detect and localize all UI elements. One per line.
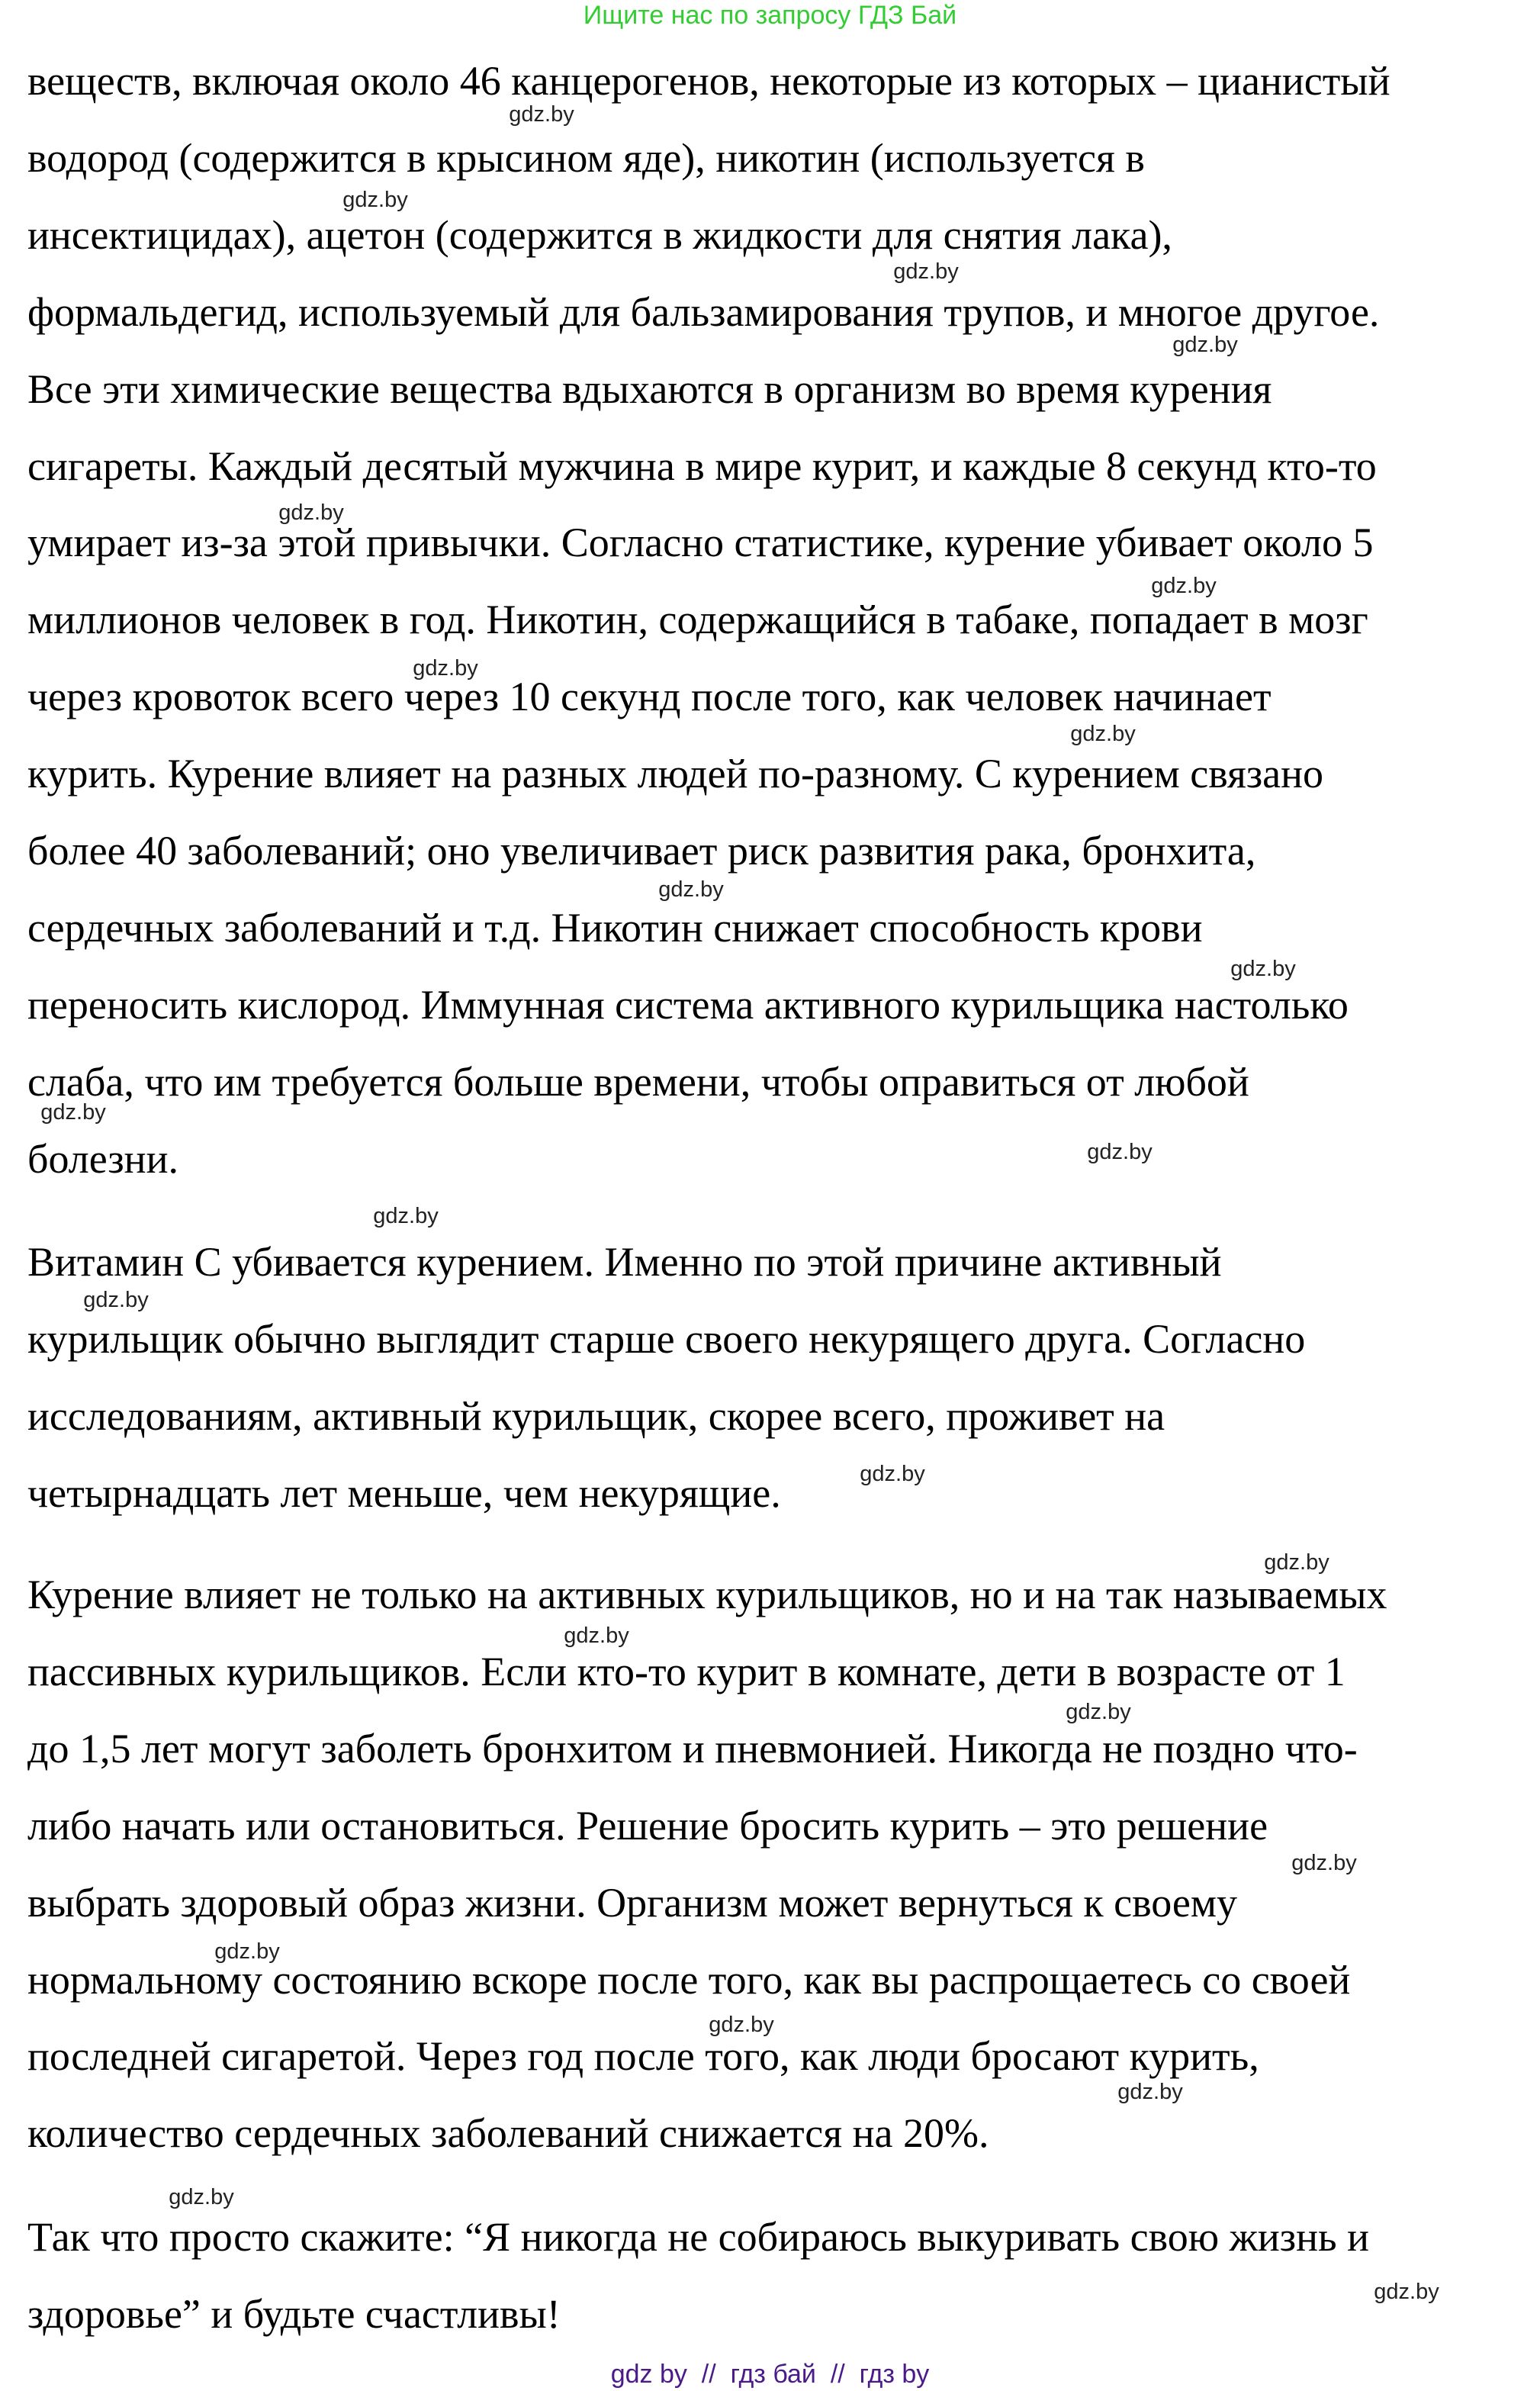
watermark-text: gdz.by <box>564 1623 629 1648</box>
text-line: Так что просто скажите: “Я никогда не собираюсь выкуривать свою жизнь и <box>27 2214 1370 2260</box>
text-line: исследованиям, активный курильщик, скорее всего, проживет на <box>27 1392 1165 1439</box>
watermark-text: gdz.by <box>1117 2080 1183 2104</box>
text-line: Курение влияет не только на активных курильщиков, но и на так называемых <box>27 1572 1387 1617</box>
watermark-text: gdz.by <box>658 877 724 902</box>
text-line: нормальному состоянию вскоре после того, как вы распрощаетесь со своей <box>27 1956 1351 2003</box>
text-line: четырнадцать лет меньше, чем некурящие. <box>27 1469 781 1516</box>
text-line: Витамин С убивается курением. Именно по этой причине активный <box>27 1239 1222 1285</box>
text-line: водород (содержится в крысином яде), никотин (используется в <box>27 134 1145 181</box>
watermark-text: gdz.by <box>860 1462 925 1486</box>
watermark-text: gdz.by <box>1070 722 1136 746</box>
text-line: до 1,5 лет могут заболеть бронхитом и пневмонией. Никогда не поздно что- <box>27 1725 1358 1772</box>
watermark-text: gdz.by <box>1066 1700 1131 1724</box>
watermark-text: gdz.by <box>1087 1140 1153 1164</box>
text-line: миллионов человек в год. Никотин, содержащийся в табаке, попадает в мозг <box>27 597 1368 643</box>
text-line: курильщик обычно выглядит старше своего некурящего друга. Согласно <box>27 1315 1306 1362</box>
text-line: сигареты. Каждый десятый мужчина в мире курит, и каждые 8 секунд кто-то <box>27 442 1377 489</box>
watermark-text: gdz.by <box>83 1288 149 1312</box>
text-line: здоровье” и будьте счастливы! <box>27 2290 561 2337</box>
watermark-text: gdz.by <box>1374 2280 1439 2304</box>
watermark-text: gdz.by <box>214 1939 280 1964</box>
watermark-text: gdz.by <box>1172 333 1238 357</box>
watermark-text: gdz.by <box>40 1100 106 1125</box>
watermark-text: gdz.by <box>342 188 408 212</box>
watermark-text: gdz.by <box>373 1204 439 1228</box>
watermark-text: gdz.by <box>709 2013 774 2037</box>
text-line: курить. Курение влияет на разных людей по-разному. С курением связано <box>27 751 1324 797</box>
watermark-text: gdz.by <box>1151 574 1217 598</box>
text-line: веществ, включая около 46 канцерогенов, некоторые из которых – цианистый <box>27 58 1391 104</box>
watermark-text: gdz.by <box>169 2185 234 2209</box>
header-banner: Ищите нас по запросу ГДЗ Бай <box>583 1 957 30</box>
watermark-text: gdz.by <box>278 500 344 525</box>
text-line: выбрать здоровый образ жизни. Организм может вернуться к своему <box>27 1879 1238 1926</box>
watermark-text: gdz.by <box>509 102 574 127</box>
watermark-text: gdz.by <box>1291 1851 1357 1875</box>
text-line: количество сердечных заболеваний снижается на 20%. <box>27 2110 989 2157</box>
text-line: умирает из-за этой привычки. Согласно статистике, курение убивает около 5 <box>27 520 1374 566</box>
footer-banner: gdz by // гдз бай // гдз by <box>610 2360 930 2389</box>
text-line: слаба, что им требуется больше времени, чтобы оправиться от любой <box>27 1058 1249 1105</box>
text-line: последней сигаретой. Через год после того, как люди бросают курить, <box>27 2033 1259 2080</box>
text-line: формальдегид, используемый для бальзамирования трупов, и многое другое. <box>27 288 1380 335</box>
text-line: инсектицидах), ацетон (содержится в жидкости для снятия лака), <box>27 211 1172 258</box>
text-line: сердечных заболеваний и т.д. Никотин снижает способность крови <box>27 904 1203 951</box>
text-line: через кровоток всего через 10 секунд после того, как человек начинает <box>27 674 1272 720</box>
watermark-text: gdz.by <box>1230 957 1296 981</box>
text-line: переносить кислород. Иммунная система активного курильщика настолько <box>27 981 1349 1028</box>
text-line: болезни. <box>27 1135 178 1182</box>
text-line: Все эти химические вещества вдыхаются в организм во время курения <box>27 365 1272 412</box>
watermark-text: gdz.by <box>413 656 478 681</box>
text-line: более 40 заболеваний; оно увеличивает риск развития рака, бронхита, <box>27 828 1256 874</box>
watermark-text: gdz.by <box>1264 1550 1329 1575</box>
watermark-text: gdz.by <box>893 259 959 284</box>
text-line: либо начать или остановиться. Решение бросить курить – это решение <box>27 1802 1268 1849</box>
text-line: пассивных курильщиков. Если кто-то курит в комнате, дети в возрасте от 1 <box>27 1648 1345 1694</box>
